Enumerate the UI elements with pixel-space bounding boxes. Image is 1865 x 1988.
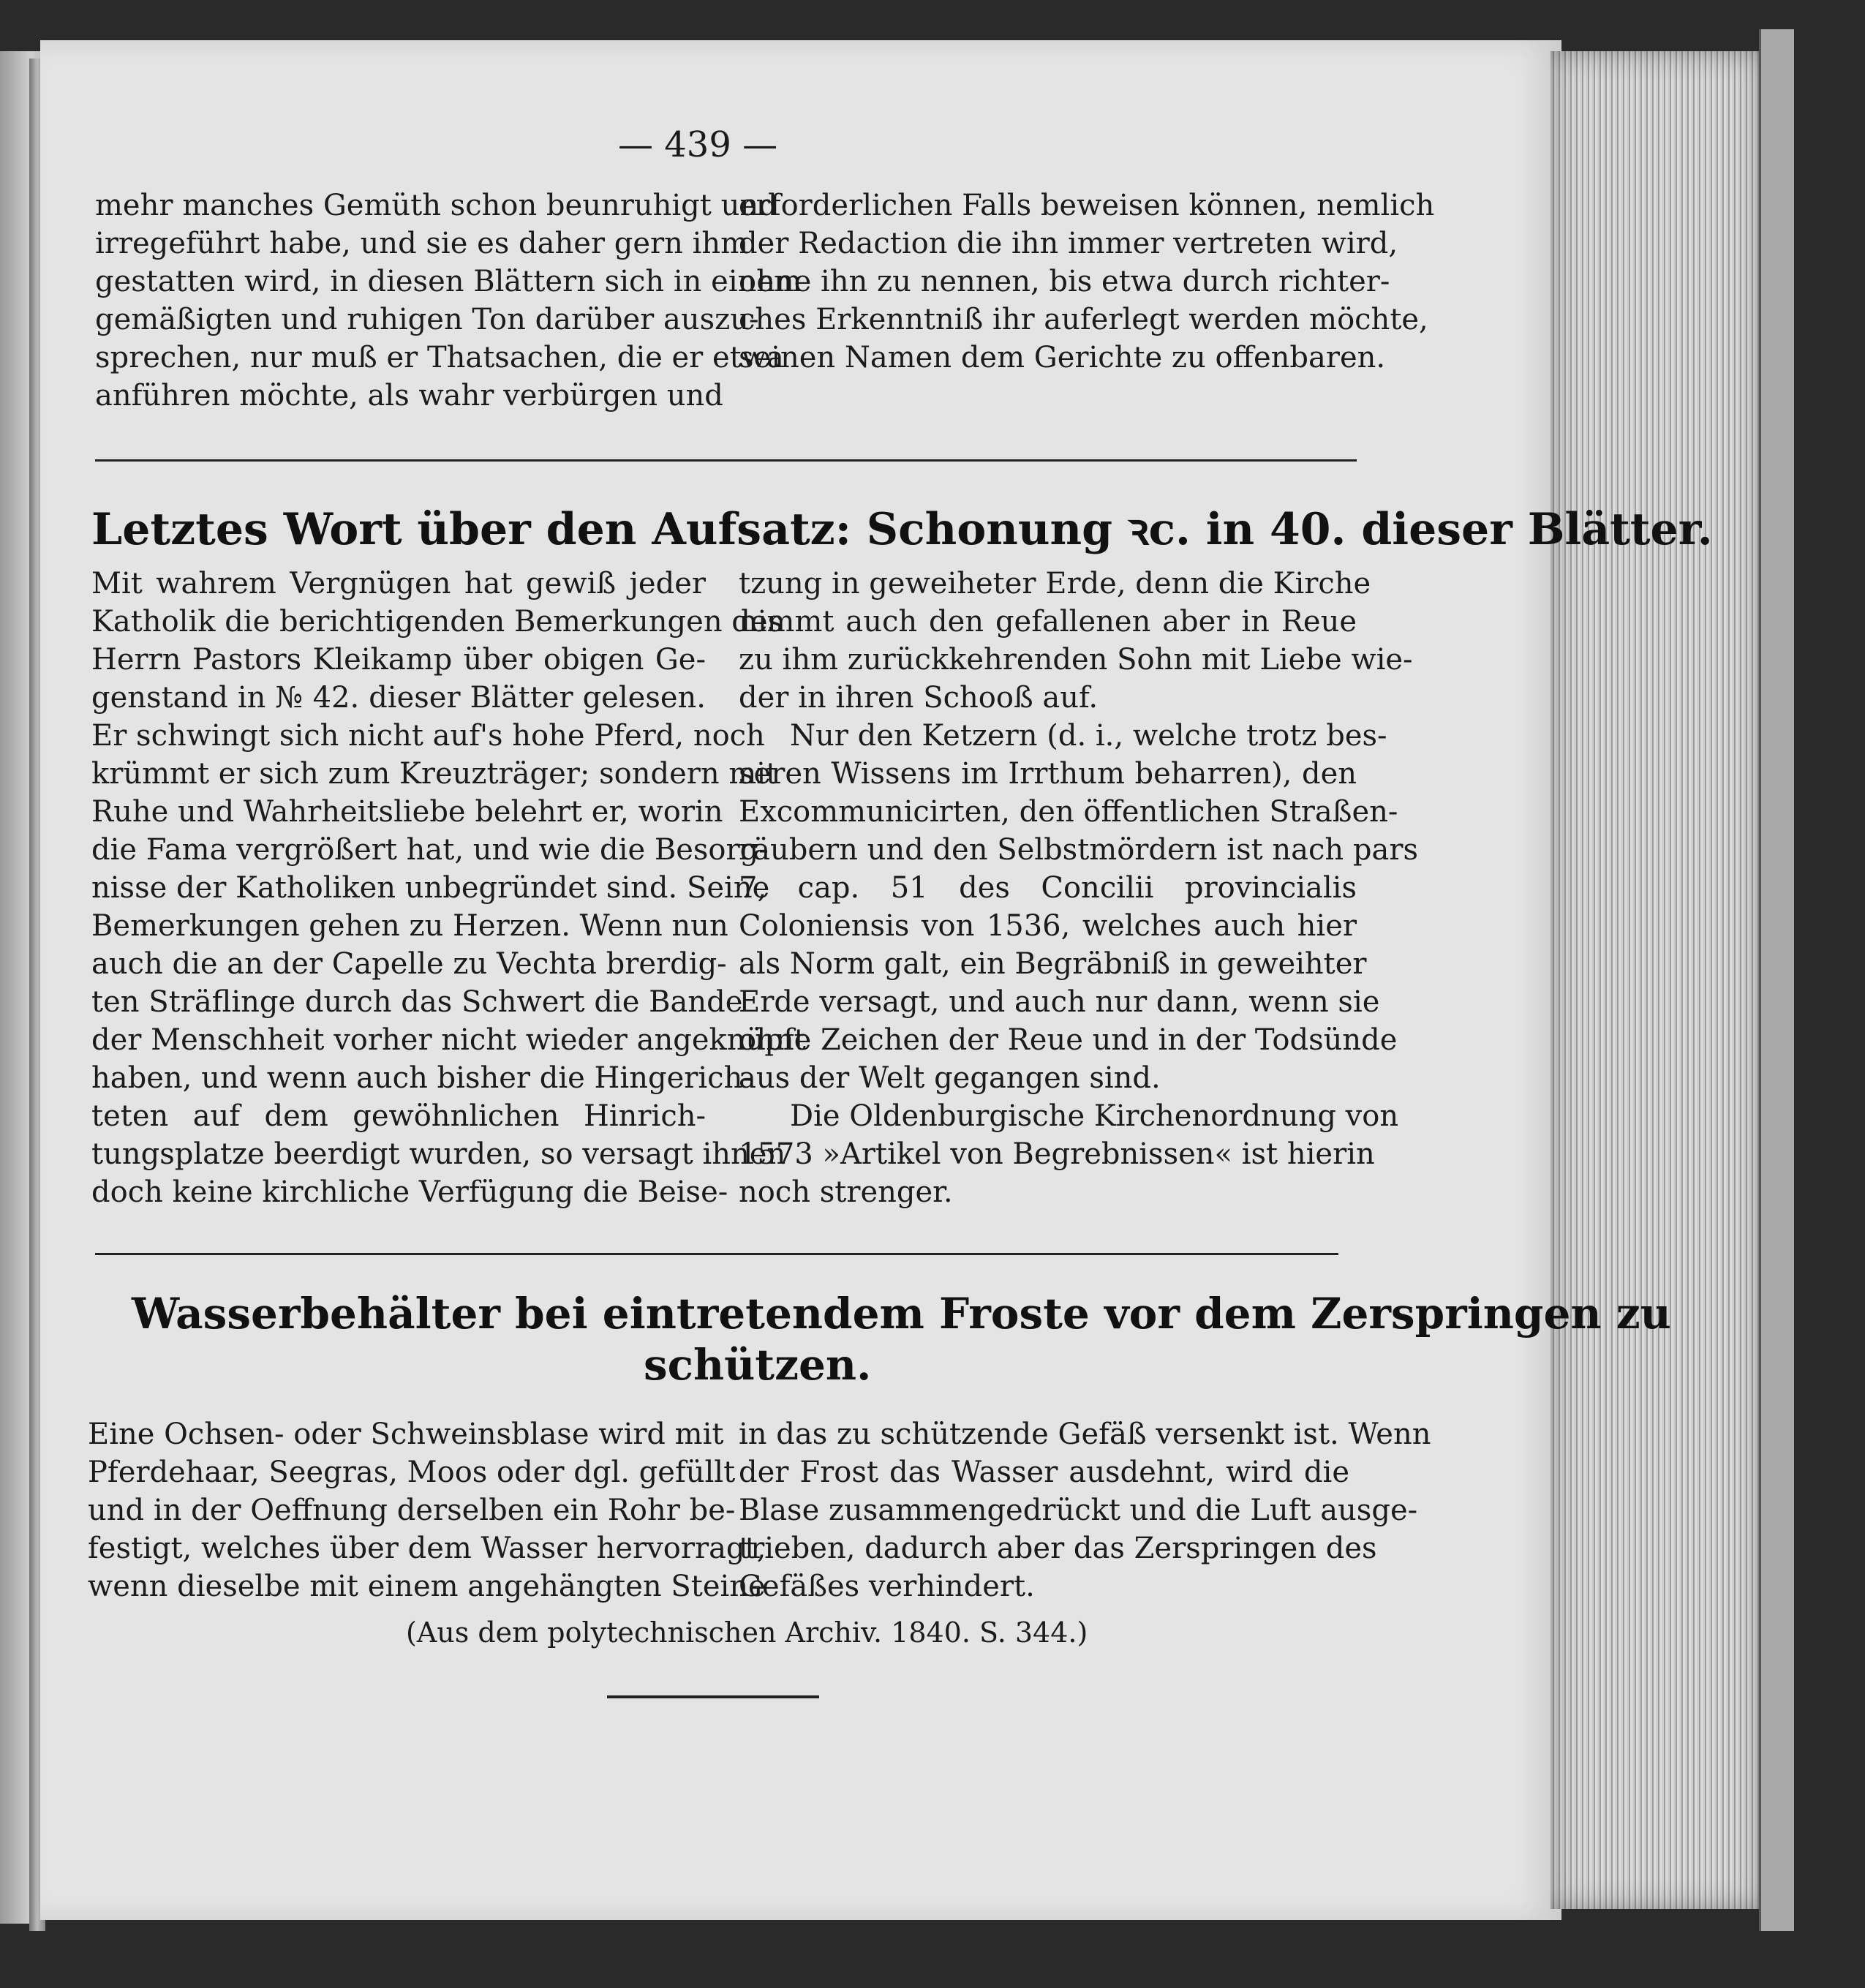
text-line: der Redaction die ihn immer vertreten wird, <box>739 227 1398 260</box>
text-line: sprechen, nur muß er Thatsachen, die er etwa <box>95 341 784 374</box>
text-line: Ruhe und Wahrheitsliebe belehrt er, worin <box>91 795 723 829</box>
text-line: tzung in geweiheter Erde, denn die Kirche <box>739 567 1371 600</box>
top-right-column <box>739 187 1435 377</box>
article2-left-column <box>88 1415 766 1605</box>
text-line: zu ihm zurückkehrenden Sohn mit Liebe wie- <box>739 643 1413 677</box>
text-line: Die Oldenburgische Kirchenordnung von <box>790 1099 1399 1133</box>
text-line: nisse der Katholiken unbegründet sind. Seine <box>91 871 770 905</box>
article1-left-column <box>91 565 806 1211</box>
text-line: Eine Ochsen- oder Schweinsblase wird mit <box>88 1417 724 1451</box>
text-line: Pferdehaar, Seegras, Moos oder dgl. gefüllt <box>88 1456 736 1489</box>
text-line: festigt, welches über dem Wasser hervorragt, <box>88 1532 766 1565</box>
text-line: in das zu schützende Gefäß versenkt ist. Wenn <box>739 1417 1431 1451</box>
text-line: doch keine kirchliche Verfügung die Beise- <box>91 1175 728 1209</box>
page-edges <box>1551 51 1763 1909</box>
text-line: wenn dieselbe mit einem angehängten Steine <box>88 1570 766 1603</box>
article1-right-column <box>739 565 1418 1211</box>
text-line: mehr manches Gemüth schon beunruhigt und <box>95 189 777 222</box>
text-line: Erde versagt, und auch nur dann, wenn sie <box>739 985 1380 1019</box>
text-line: der Menschheit vorher nicht wieder angeknüpft <box>91 1023 806 1057</box>
text-line: gemäßigten und ruhigen Ton darüber auszu- <box>95 303 759 336</box>
text-line: erforderlichen Falls beweisen können, nemlich <box>739 189 1435 222</box>
citation: (Aus dem polytechnischen Archiv. 1840. S. 344.) <box>406 1616 1088 1649</box>
section-divider-1 <box>95 459 1357 462</box>
text-line: Er schwingt sich nicht auf's hohe Pferd, noch <box>91 719 765 753</box>
text-line: genstand in № 42. dieser Blätter gelesen. <box>91 681 706 715</box>
article2-title-line1: Wasserbehälter bei eintretendem Froste vor dem Zerspringen zu <box>132 1289 1671 1338</box>
text-line: 1573 »Artikel von Begrebnissen« ist hierin <box>739 1137 1375 1171</box>
text-line: irregeführt habe, und sie es daher gern ihm <box>95 227 749 260</box>
text-line: haben, und wenn auch bisher die Hingerich- <box>91 1061 753 1095</box>
text-line: krümmt er sich zum Kreuzträger; sondern mit <box>91 757 778 791</box>
text-line: 7, cap. 51 des Concilii provincialis <box>739 871 1357 905</box>
text-line: als Norm galt, ein Begräbniß in geweihter <box>739 947 1367 981</box>
text-line: der in ihren Schooß auf. <box>739 681 1099 715</box>
text-line: ten Sträflinge durch das Schwert die Bande <box>91 985 743 1019</box>
text-line: tungsplatze beerdigt wurden, so versagt ihnen <box>91 1137 786 1171</box>
article2-right-column <box>739 1415 1431 1605</box>
article2-title-line2: schützen. <box>644 1340 872 1390</box>
text-line: Katholik die berichtigenden Bemerkungen des <box>91 605 783 639</box>
text-line: ohne ihn zu nennen, bis etwa durch richter- <box>739 265 1390 298</box>
text-line: auch die an der Capelle zu Vechta brerdig- <box>91 947 727 981</box>
text-line: seinen Namen dem Gerichte zu offenbaren. <box>739 341 1386 374</box>
text-line: ohne Zeichen der Reue und in der Todsünde <box>739 1023 1398 1057</box>
text-line: noch strenger. <box>739 1175 953 1209</box>
text-line: die Fama vergrößert hat, und wie die Besorg- <box>91 833 769 867</box>
text-line: Blase zusammengedrückt und die Luft ausge- <box>739 1494 1418 1527</box>
text-line: der Frost das Wasser ausdehnt, wird die <box>739 1456 1349 1489</box>
article1-title: Letztes Wort über den Aufsatz: Schonung ꝛc. in 40. dieser Blätter. <box>91 504 1713 555</box>
text-line: anführen möchte, als wahr verbürgen und <box>95 379 723 413</box>
text-line: Excommunicirten, den öffentlichen Straßen- <box>739 795 1398 829</box>
text-line: Mit wahrem Vergnügen hat gewiß jeder <box>91 567 706 600</box>
text-line: Gefäßes verhindert. <box>739 1570 1035 1603</box>
text-line: teten auf dem gewöhnlichen Hinrich- <box>91 1099 706 1133</box>
text-line: gestatten wird, in diesen Blättern sich in einem <box>95 265 802 298</box>
text-line: seren Wissens im Irrthum beharren), den <box>739 757 1357 791</box>
text-line: Coloniensis von 1536, welches auch hier <box>739 909 1357 943</box>
text-line: ches Erkenntniß ihr auferlegt werden möchte, <box>739 303 1428 336</box>
text-line: aus der Welt gegangen sind. <box>739 1061 1161 1095</box>
text-line: nimmt auch den gefallenen aber in Reue <box>739 605 1357 639</box>
text-line: und in der Oeffnung derselben ein Rohr be- <box>88 1494 736 1527</box>
top-left-column <box>95 187 802 415</box>
text-line: Bemerkungen gehen zu Herzen. Wenn nun <box>91 909 728 943</box>
end-rule <box>607 1695 819 1698</box>
text-line: räubern und den Selbstmördern ist nach pars <box>739 833 1418 867</box>
text-line: Nur den Ketzern (d. i., welche trotz bes- <box>790 719 1387 753</box>
page-number-text: — 439 — <box>618 124 778 165</box>
text-line: Herrn Pastors Kleikamp über obigen Ge- <box>91 643 706 677</box>
book-cover <box>1759 29 1794 1931</box>
section-divider-2 <box>95 1253 1338 1255</box>
text-line: trieben, dadurch aber das Zerspringen des <box>739 1532 1377 1565</box>
